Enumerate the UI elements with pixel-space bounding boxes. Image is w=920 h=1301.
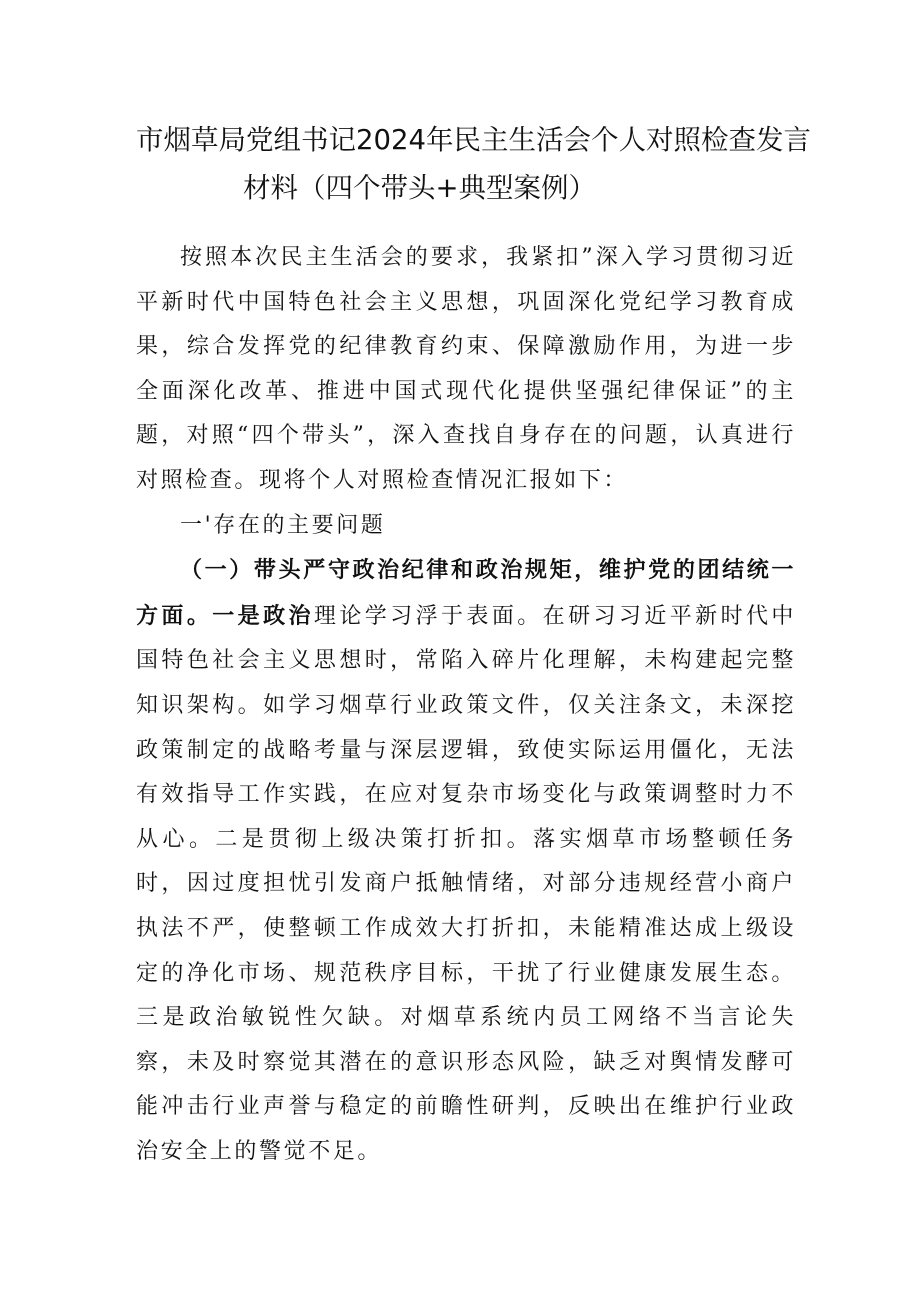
- document-title-line-1: 市烟草局党组书记2024年民主生活会个人对照检查发言: [136, 124, 811, 156]
- document-body: [136, 236, 796, 1174]
- subsection-paragraph-1: [136, 548, 796, 1174]
- subsection-heading-1: （一）带头严守政治纪律和政治规矩，维护党的团结统一方面。一是政治: [136, 557, 796, 629]
- subsection-text-1: 理论学习浮于表面。在研习习近平新时代中国特色社会主义思想时，常陷入碎片化理解，未构建起完整知识架构。如学习烟草行业政策文件，仅关注条文，未深挖政策制定的战略考量与深层逻辑，致使实际运用僵化，无法有效指导工作实践，在应对复杂市场变化与政策调整时力不从心。二是贯彻上级决策打折扣。落实烟草市场整顿任务时，因过度担忧引发商户抵触情绪，对部分违规经营小商户执法不严，使整顿工作成效大打折扣，未能精准达成上级设定的净化市场、规范秩序目标，干扰了行业健康发展生态。三是政治敏锐性欠缺。对烟草系统内员工网络不当言论失察，未及时察觉其潜在的意识形态风险，缺乏对舆情发酵可能冲击行业声誉与稳定的前瞻性研判，反映出在维护行业政治安全上的警觉不足。: [136, 603, 797, 1164]
- intro-paragraph: 按照本次民主生活会的要求，我紧扣”深入学习贯彻习近平新时代中国特色社会主义思想，巩固深化党纪学习教育成果，综合发挥党的纪律教育约束、保障激励作用，为进一步全面深化改革、推进中国式现代化提供坚强纪律保证”的主题，对照“四个带头”，深入查找自身存在的问题，认真进行对照检查。现将个人对照检查情况汇报如下：: [136, 245, 796, 493]
- document-title-line-2: 材料（四个带头+典型案例）: [243, 172, 597, 204]
- section-heading-main-problems: 一'存在的主要问题: [180, 512, 386, 538]
